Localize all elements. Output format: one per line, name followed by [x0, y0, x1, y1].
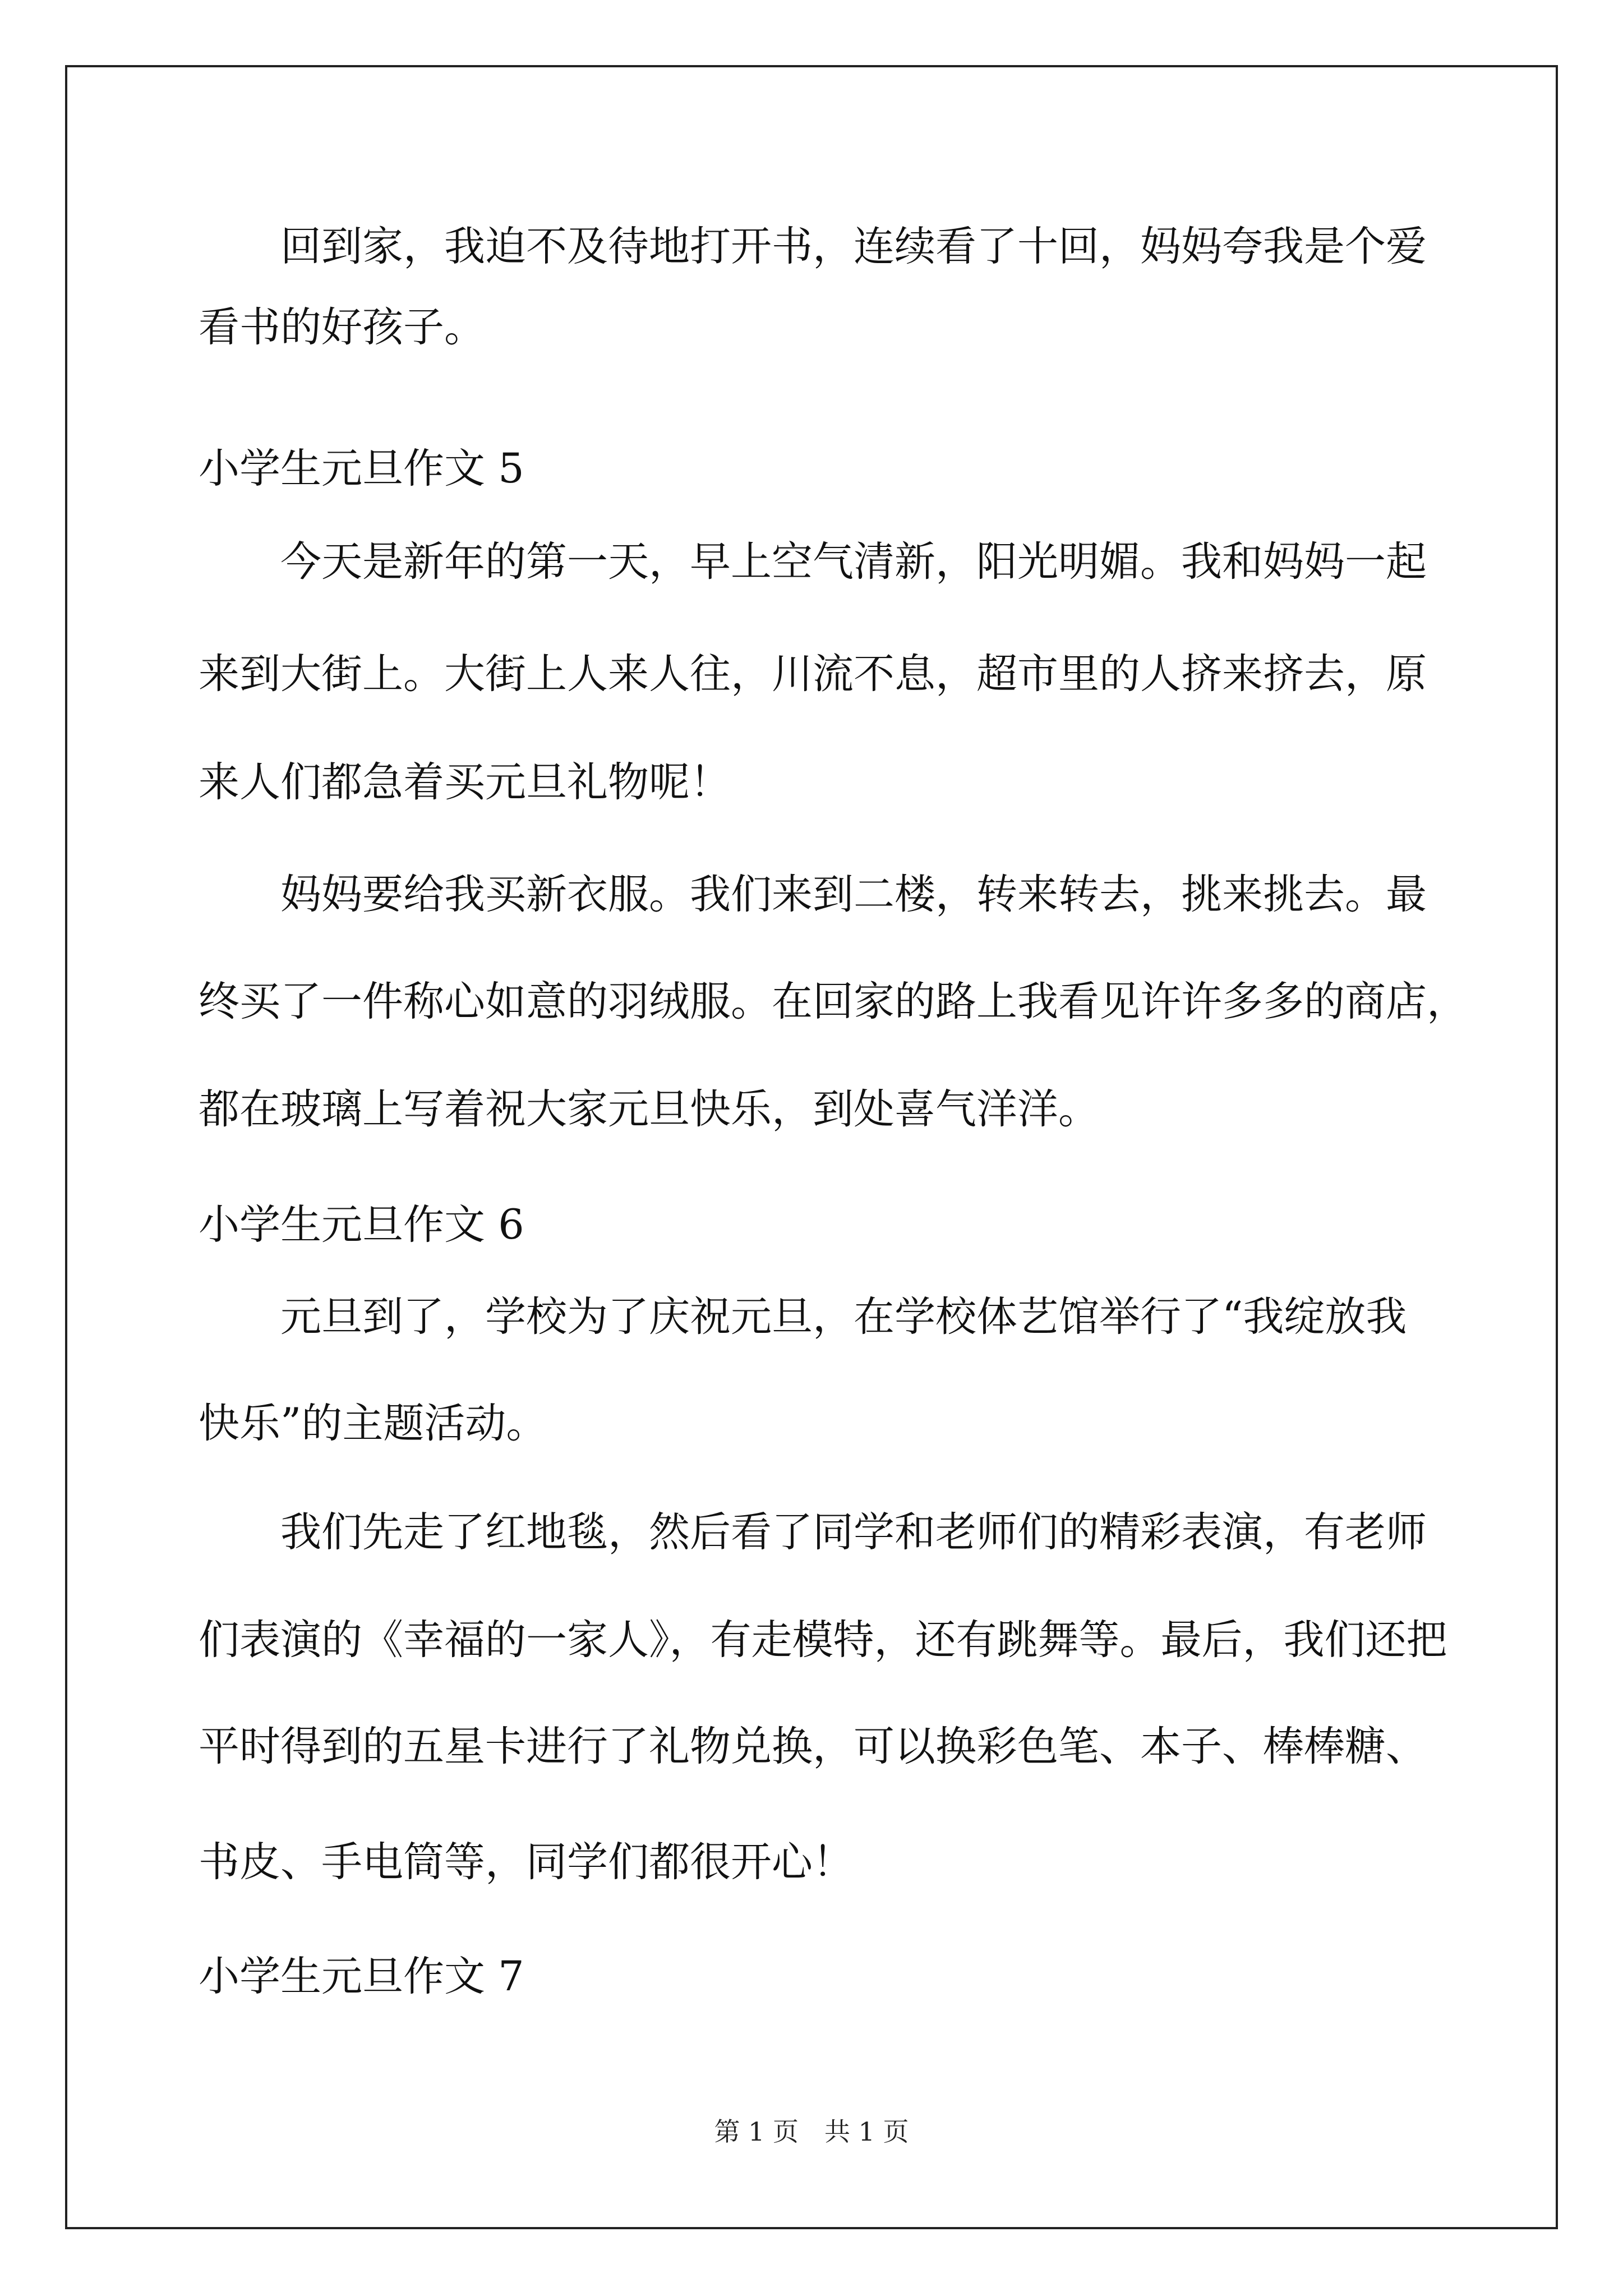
text-line: 我们先走了红地毯，然后看了同学和老师们的精彩表演，有老师	[280, 1508, 1427, 1556]
section-heading: 小学生元旦作文 7	[199, 1953, 524, 2000]
text-line: 都在玻璃上写着祝大家元旦快乐，到处喜气洋洋。	[199, 1085, 1099, 1133]
text-line: 元旦到了，学校为了庆祝元旦，在学校体艺馆举行了“我绽放我	[280, 1293, 1407, 1341]
text-line: 平时得到的五星卡进行了礼物兑换，可以换彩色笔、本子、棒棒糖、	[199, 1723, 1427, 1770]
text-line: 回到家，我迫不及待地打开书，连续看了十回，妈妈夸我是个爱	[280, 223, 1427, 270]
text-line: 快乐”的主题活动。	[199, 1400, 547, 1447]
text-line: 书皮、手电筒等，同学们都很开心！	[199, 1838, 854, 1886]
text-line: 来人们都急着买元旦礼物呢！	[199, 758, 731, 806]
page-border	[65, 65, 1558, 2229]
text-line: 看书的好孩子。	[199, 303, 485, 351]
section-heading: 小学生元旦作文 5	[199, 445, 524, 493]
text-line: 妈妈要给我买新衣服。我们来到二楼，转来转去，挑来挑去。最	[280, 871, 1427, 918]
page-number: 第 1 页 共 1 页	[714, 2116, 909, 2147]
text-line: 来到大街上。大街上人来人往，川流不息，超市里的人挤来挤去，原	[199, 650, 1427, 698]
text-line: 们表演的《幸福的一家人》，有走模特，还有跳舞等。最后，我们还把	[199, 1616, 1447, 1664]
text-line: 今天是新年的第一天，早上空气清新，阳光明媚。我和妈妈一起	[280, 538, 1427, 586]
section-heading: 小学生元旦作文 6	[199, 1201, 524, 1249]
text-line: 终买了一件称心如意的羽绒服。在回家的路上我看见许许多多的商店，	[199, 978, 1468, 1025]
